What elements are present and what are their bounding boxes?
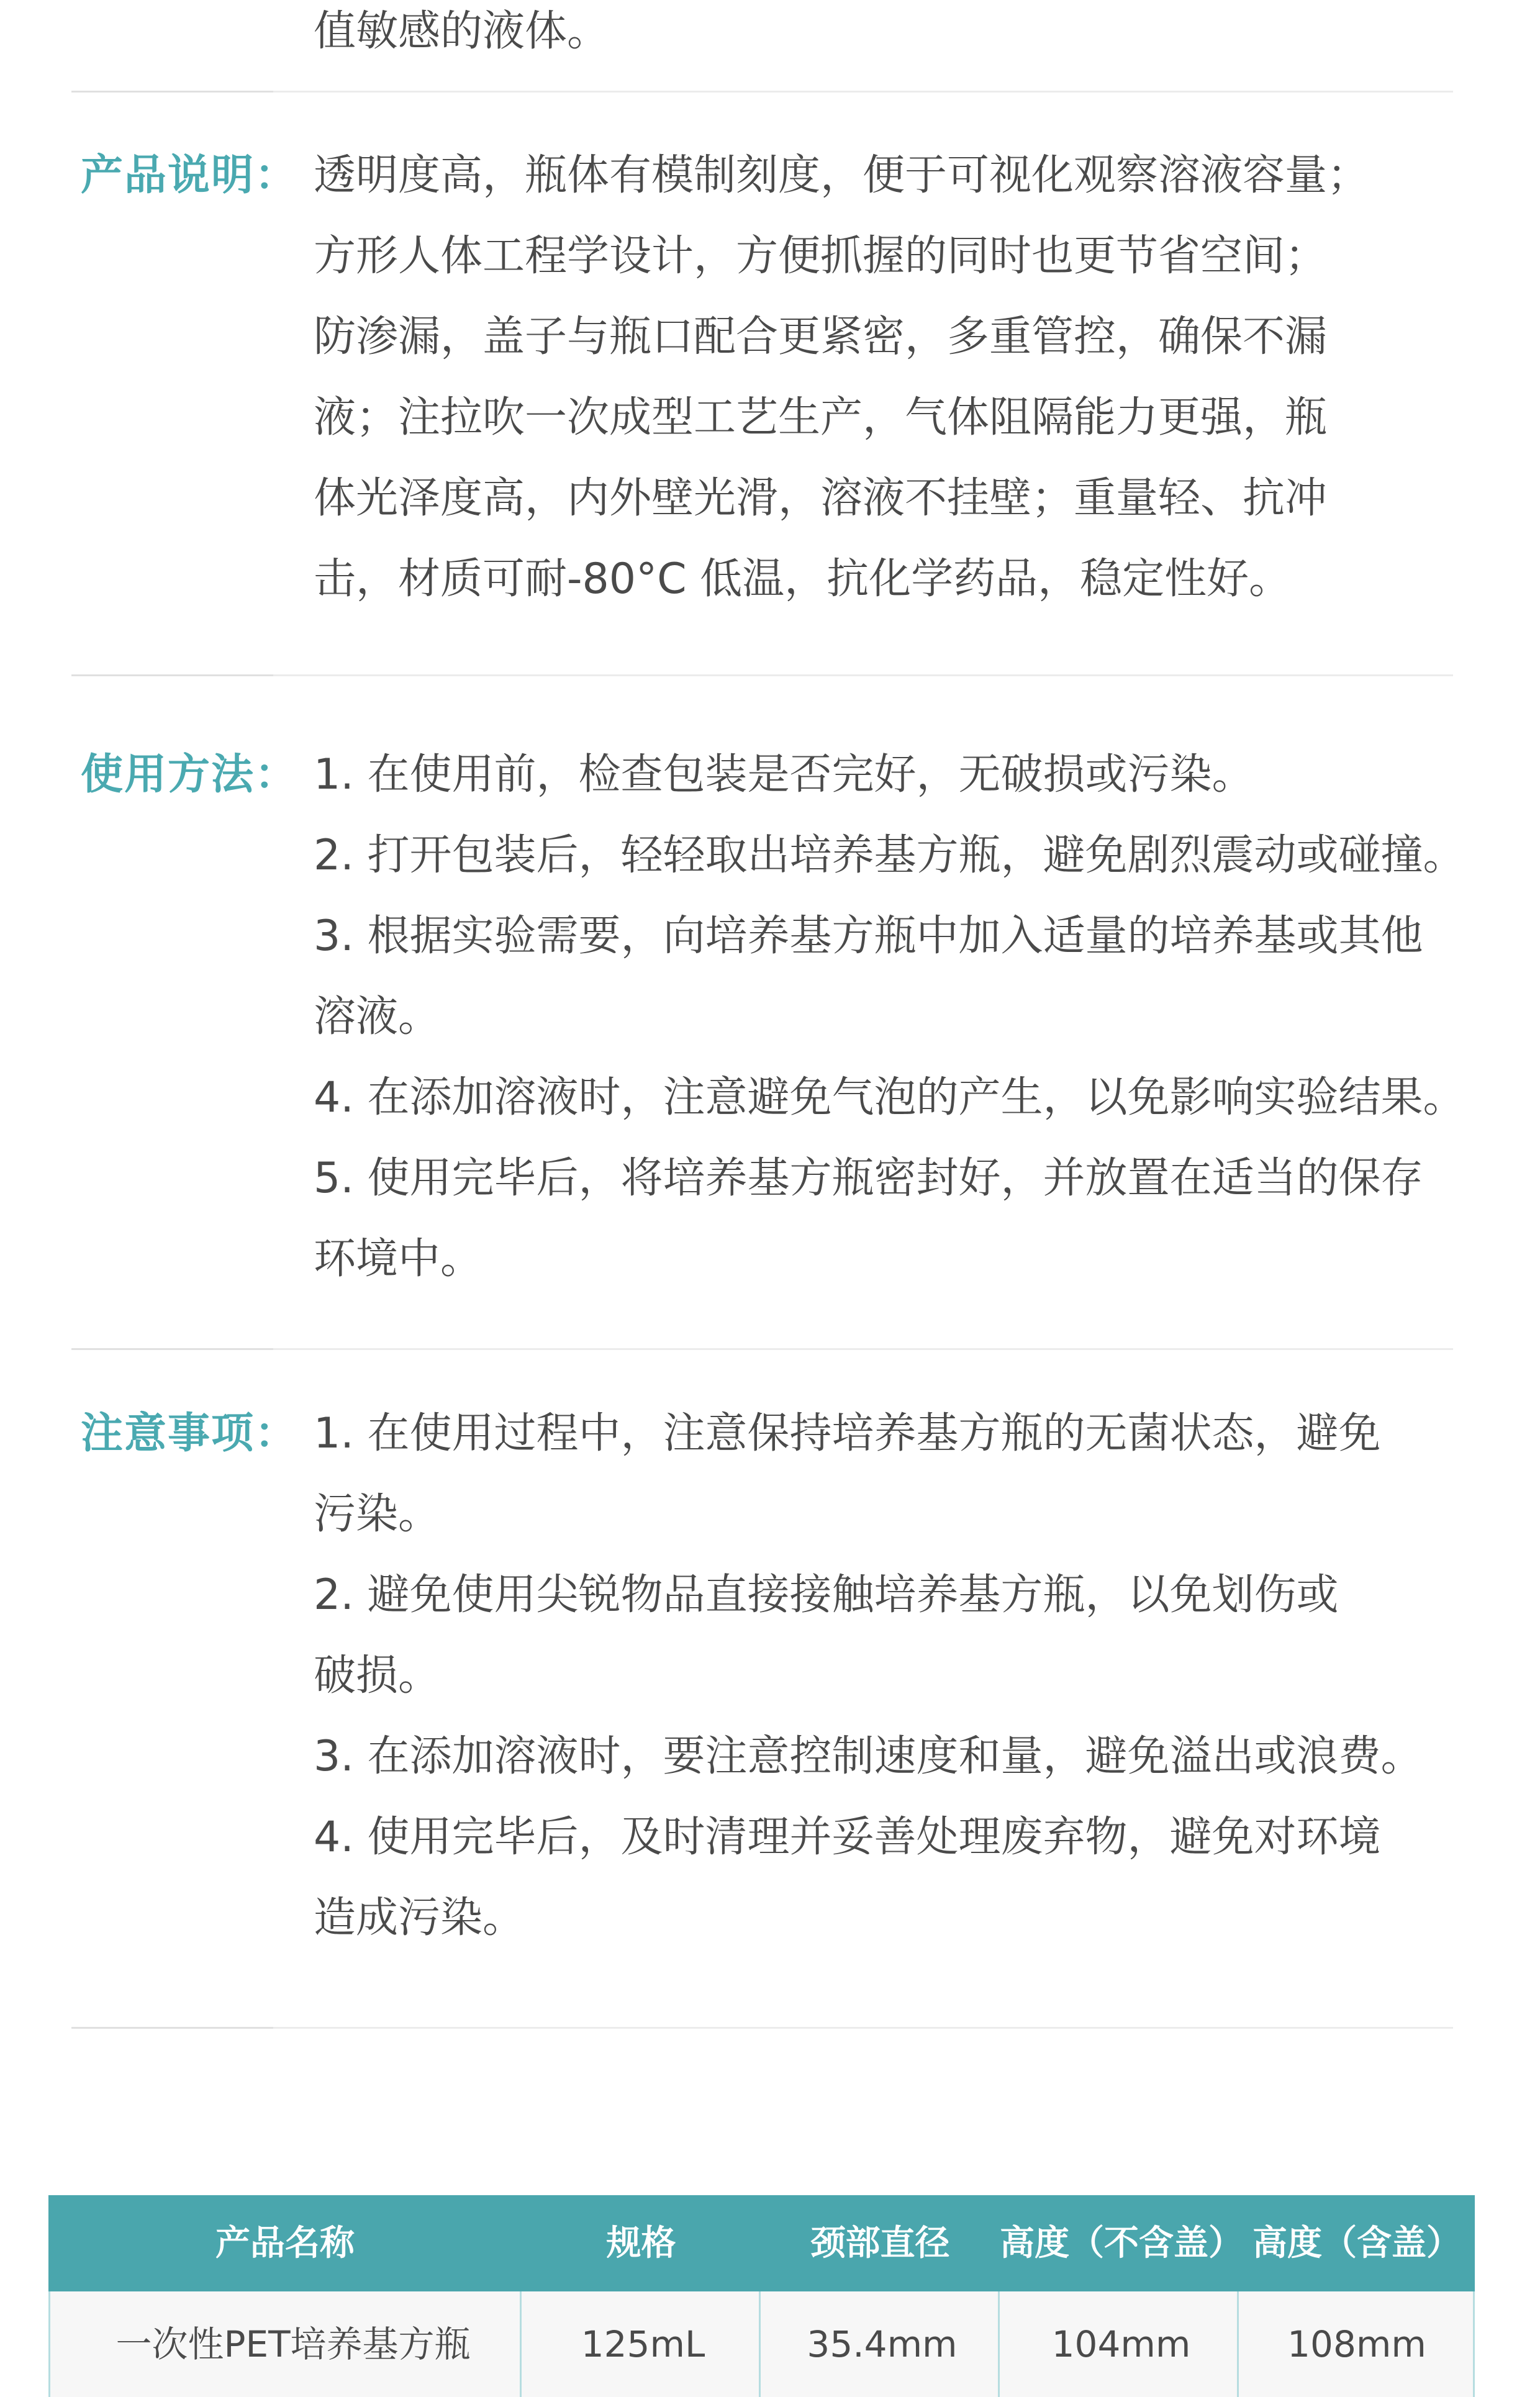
notes-line: 造成污染。	[314, 1893, 525, 1942]
usage-line: 3. 根据实验需要，向培养基方瓶中加入适量的培养基或其他	[314, 912, 1423, 961]
table-header-row	[48, 2195, 1475, 2291]
usage-line: 4. 在添加溶液时，注意避免气泡的产生，以免影响实验结果。	[314, 1073, 1465, 1122]
description-line: 击，材质可耐-80°C 低温，抗化学药品，稳定性好。	[314, 555, 1292, 604]
notes-line: 3. 在添加溶液时，要注意控制速度和量，避免溢出或浪费。	[314, 1732, 1423, 1781]
description-line: 方形人体工程学设计，方便抓握的同时也更节省空间；	[314, 232, 1328, 281]
table-header-cell: 产品名称	[215, 2223, 355, 2263]
column-separator	[759, 2291, 761, 2397]
notes-line: 破损。	[314, 1651, 441, 1700]
table-cell: 104mm	[1051, 2323, 1191, 2365]
table-cell: 125mL	[581, 2323, 705, 2365]
notes-body	[314, 1393, 1493, 1959]
table-row	[48, 2291, 1475, 2397]
usage-body	[314, 735, 1493, 1300]
divider-accent	[71, 1348, 273, 1350]
intro-tail-text: 值敏感的液体。	[314, 7, 610, 56]
notes-line: 1. 在使用过程中，注意保持培养基方瓶的无菌状态，避免	[314, 1409, 1381, 1458]
usage-line: 5. 使用完毕后，将培养基方瓶密封好，并放置在适当的保存	[314, 1154, 1423, 1203]
description-line: 液；注拉吹一次成型工艺生产，气体阻隔能力更强，瓶	[314, 393, 1328, 442]
column-separator	[1237, 2291, 1239, 2397]
usage-line: 2. 打开包装后，轻轻取出培养基方瓶，避免剧烈震动或碰撞。	[314, 831, 1465, 880]
table-cell: 108mm	[1287, 2323, 1426, 2365]
description-line: 体光泽度高，内外壁光滑，溶液不挂壁；重量轻、抗冲	[314, 474, 1328, 523]
spec-table	[48, 2195, 1475, 2394]
section-divider	[71, 2027, 1453, 2029]
table-cell: 35.4mm	[807, 2323, 958, 2365]
description-body	[314, 135, 1493, 620]
description-line: 防渗漏，盖子与瓶口配合更紧密，多重管控，确保不漏	[314, 312, 1328, 361]
description-label: 产品说明：	[81, 151, 299, 200]
notes-line: 2. 避免使用尖锐物品直接接触培养基方瓶，以免划伤或	[314, 1570, 1339, 1620]
section-divider	[71, 1348, 1453, 1350]
table-header-cell: 高度（含盖）	[1252, 2223, 1461, 2263]
section-divider	[71, 91, 1453, 93]
description-line: 透明度高，瓶体有模制刻度，便于可视化观察溶液容量；	[314, 151, 1370, 200]
divider-accent	[71, 674, 273, 676]
column-separator	[998, 2291, 1000, 2397]
divider-accent	[71, 91, 273, 93]
section-divider	[71, 674, 1453, 676]
notes-line: 污染。	[314, 1490, 441, 1539]
notes-line: 4. 使用完毕后，及时清理并妥善处理废弃物，避免对环境	[314, 1813, 1381, 1862]
usage-line: 环境中。	[314, 1235, 483, 1284]
notes-label: 注意事项：	[81, 1409, 299, 1458]
table-cell: 一次性PET培养基方瓶	[116, 2323, 471, 2365]
usage-line: 1. 在使用前，检查包装是否完好，无破损或污染。	[314, 750, 1254, 799]
column-separator	[520, 2291, 522, 2397]
table-header-cell: 颈部直径	[810, 2223, 950, 2263]
table-header-cell: 规格	[606, 2223, 676, 2263]
table-header-cell: 高度（不含盖）	[1000, 2223, 1243, 2263]
usage-line: 溶液。	[314, 992, 441, 1041]
usage-label: 使用方法：	[81, 750, 299, 799]
divider-accent	[71, 2027, 273, 2029]
